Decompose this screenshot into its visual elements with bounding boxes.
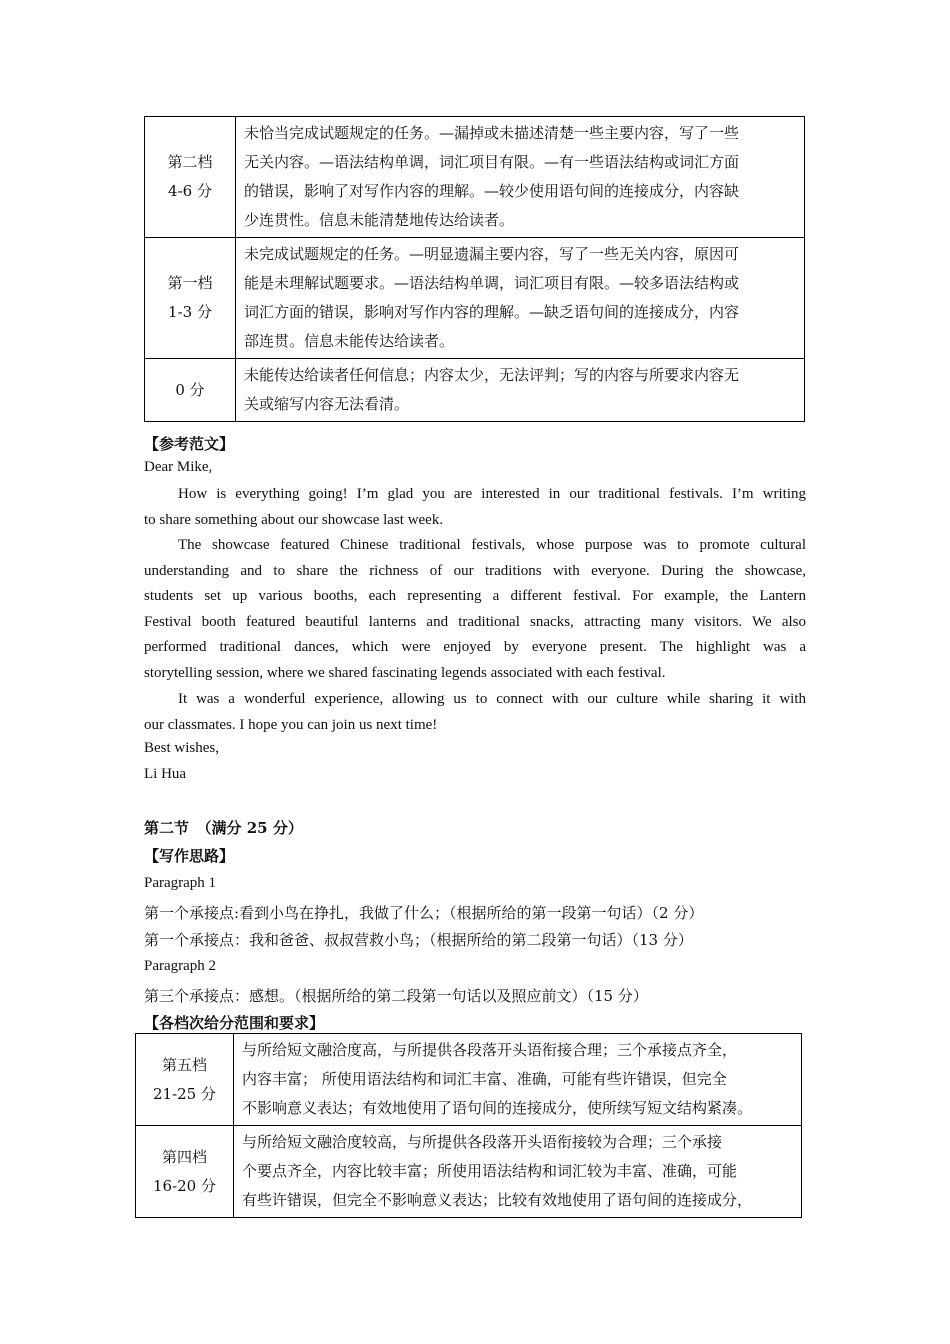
description-line: 无关内容。—语法结构单调，词汇项目有限。—有一些语法结构或词汇方面: [244, 153, 740, 171]
essay-closing: Best wishes,: [144, 740, 219, 756]
section-title: 第二节 （满分 25 分）: [144, 819, 303, 837]
description-line: 关或缩写内容无法看清。: [244, 395, 410, 413]
band-range: 16-20 分: [152, 1176, 216, 1195]
band-cell: [136, 1034, 234, 1126]
description-line: 少连贯性。信息未能清楚地传达给读者。: [244, 211, 515, 229]
paragraph1-label: Paragraph 1: [144, 875, 217, 891]
essay-line: students set up various booths, each representing a different festival. For example, the Lantern: [144, 588, 806, 604]
band-label: 第二档: [167, 153, 213, 171]
description-line: 部连贯。信息未能传达给读者。: [244, 332, 455, 350]
band-description: [236, 117, 805, 238]
description-line: 个要点齐全，内容比较丰富；所使用语法结构和词汇较为丰富、准确，可能: [242, 1162, 738, 1180]
essay-line: It was a wonderful experience, allowing us to connect with our culture while sharing it with: [178, 691, 806, 707]
essay-line: The showcase featured Chinese traditional festivals, whose purpose was to promote cultural: [178, 537, 806, 553]
description-line: 未能传达给读者任何信息；内容太少，无法评判；写的内容与所要求内容无: [244, 366, 740, 384]
band-cell: [136, 1126, 234, 1218]
essay-signature: Li Hua: [144, 766, 187, 782]
band-range: 4-6 分: [168, 182, 212, 200]
essay-line: to share something about our showcase last week.: [144, 511, 444, 528]
band-description: [234, 1126, 802, 1218]
essay-paragraph: [144, 533, 806, 686]
description-line: 未完成试题规定的任务。—明显遗漏主要内容，写了一些无关内容，原因可: [244, 245, 740, 263]
essay-salutation: Dear Mike,: [144, 459, 213, 475]
band-range: 21-25 分: [152, 1084, 216, 1103]
description-line: 与所给短文融洽度高，与所提供各段落开头语衔接合理；三个承接点齐全，: [242, 1041, 738, 1059]
essay-line: performed traditional dances, which were enjoyed by everyone present. The highlight was a: [144, 639, 806, 655]
connection-point-3: 第三个承接点：感想。（根据所给的第二段第一句话以及照应前文）（15 分）: [144, 987, 648, 1005]
essay-line: Festival booth featured beautiful lanterns and traditional snacks, attracting many visitors. We also: [144, 613, 806, 630]
description-line: 与所给短文融洽度较高，与所提供各段落开头语衔接较为合理；三个承接: [242, 1133, 723, 1151]
table-row: [136, 1034, 802, 1126]
table-row: [136, 1126, 802, 1218]
band-label: 第一档: [167, 274, 213, 292]
band-cell: [145, 238, 236, 359]
paragraph2-label: Paragraph 2: [144, 958, 217, 974]
description-line: 内容丰富； 所使用语法结构和词汇丰富、准确，可能有些许错误，但完全: [242, 1070, 727, 1088]
band-label: 第四档: [161, 1147, 207, 1166]
description-line: 能是未理解试题要求。—语法结构单调，词汇项目有限。—较多语法结构或: [244, 274, 740, 292]
essay-line: understanding and to share the richness of our traditions with everyone. During the showcase,: [144, 562, 806, 579]
band-description: [234, 1034, 802, 1126]
band-description: [236, 359, 805, 422]
description-line: 未恰当完成试题规定的任务。—漏掉或未描述清楚一些主要内容，写了一些: [244, 124, 740, 142]
essay-line: storytelling session, where we shared fascinating legends associated with each festival.: [144, 664, 666, 681]
band-label: 第五档: [161, 1055, 207, 1074]
band-range: 1-3 分: [168, 303, 212, 321]
criteria-heading: 【各档次给分范围和要求】: [144, 1014, 325, 1032]
model-essay-heading: 【参考范文】: [144, 435, 235, 453]
description-line: 词汇方面的错误，影响对写作内容的理解。—缺乏语句间的连接成分，内容: [244, 303, 740, 321]
band-cell: [145, 117, 236, 238]
connection-point-1: 第一个承接点:看到小鸟在挣扎，我做了什么；（根据所给的第一段第一句话）（2 分）: [144, 904, 704, 922]
essay-line: our classmates. I hope you can join us next time!: [144, 716, 438, 733]
description-line: 的错误，影响了对写作内容的理解。—较少使用语句间的连接成分，内容缺: [244, 182, 740, 200]
table-row: [145, 359, 805, 422]
essay-paragraph: [144, 482, 806, 533]
description-line: 有些许错误，但完全不影响意义表达；比较有效地使用了语句间的连接成分，: [242, 1191, 753, 1209]
band-cell: [145, 359, 236, 422]
table-row: [145, 117, 805, 238]
grading-table-1: [144, 116, 805, 422]
approach-heading: 【写作思路】: [144, 847, 235, 865]
band-label: 0 分: [175, 380, 205, 399]
essay-line: How is everything going! I’m glad you are interested in our traditional festivals. I’m writing: [178, 486, 806, 502]
table-row: [145, 238, 805, 359]
essay-paragraph: [144, 687, 806, 738]
connection-point-2: 第一个承接点：我和爸爸、叔叔营救小鸟；（根据所给的第二段第一句话）（13 分）: [144, 931, 693, 949]
band-description: [236, 238, 805, 359]
description-line: 不影响意义表达；有效地使用了语句间的连接成分，使所续写短文结构紧凑。: [242, 1099, 753, 1117]
grading-table-2: [135, 1033, 802, 1218]
